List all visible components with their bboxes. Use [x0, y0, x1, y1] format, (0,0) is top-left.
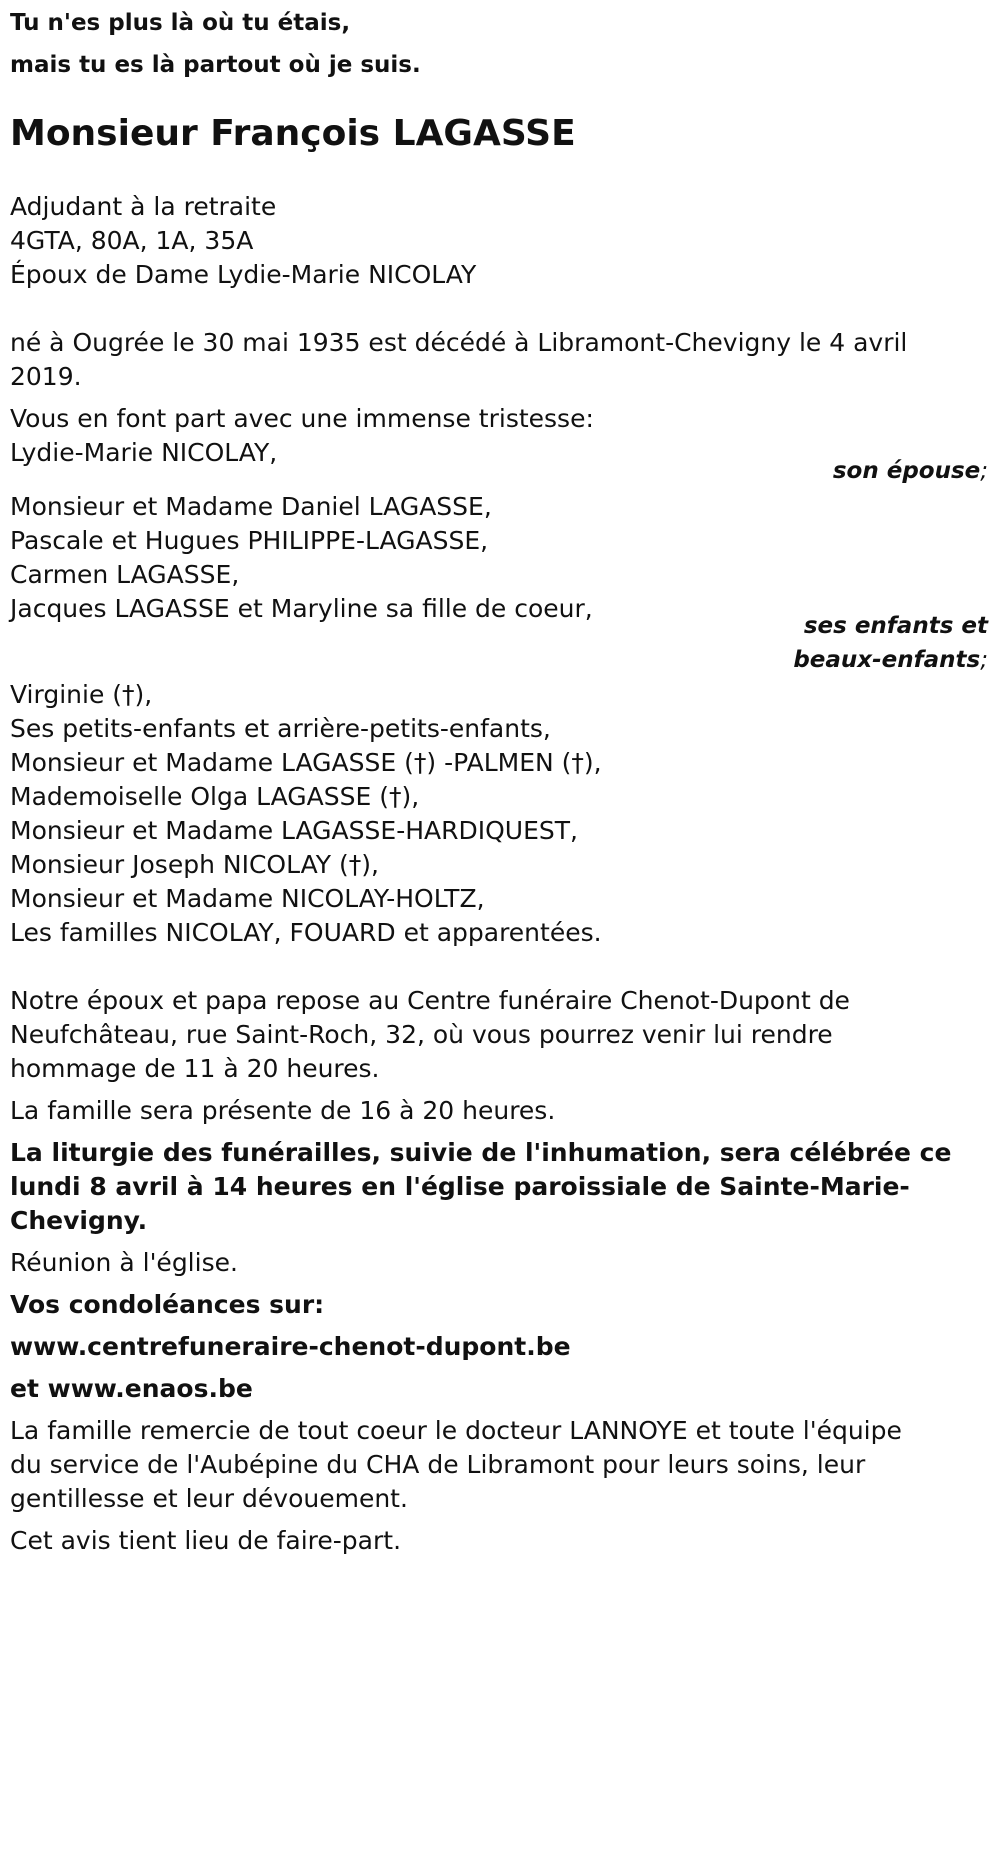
repose-line-3: hommage de 11 à 20 heures.	[10, 1054, 380, 1083]
children-label-line-2	[793, 643, 988, 677]
deceased-name: Monsieur François LAGASSE	[10, 113, 576, 154]
liturgy-line-2: lundi 8 avril à 14 heures en l'église paroissiale de Sainte-Marie-	[10, 1172, 910, 1201]
family-presence: La famille sera présente de 16 à 20 heures.	[10, 1096, 556, 1125]
child-line: Jacques LAGASSE et Maryline sa fille de coeur,	[10, 594, 593, 623]
spouse-label-text: son épouse	[832, 458, 981, 484]
liturgy-line-1: La liturgie des funérailles, suivie de l'inhumation, sera célébrée ce	[10, 1138, 952, 1167]
birth-death-line-1: né à Ougrée le 30 mai 1935 est décédé à Libramont-Chevigny le 4 avril	[10, 328, 908, 357]
condolences-site-link-2[interactable]: et www.enaos.be	[10, 1374, 253, 1403]
birth-death-line-2: 2019.	[10, 362, 82, 391]
meeting-place: Réunion à l'église.	[10, 1248, 238, 1277]
thanks-line-1: La famille remercie de tout coeur le docteur LANNOYE et toute l'équipe	[10, 1416, 902, 1445]
rank-title: Adjudant à la retraite	[10, 192, 277, 221]
children-label-text: beaux-enfants	[793, 647, 981, 673]
family-line: Monsieur et Madame LAGASSE (†) -PALMEN (†),	[10, 748, 602, 777]
thanks-line-3: gentillesse et leur dévouement.	[10, 1484, 408, 1513]
spouse-label-punct: ;	[980, 458, 988, 484]
thanks-line-2: du service de l'Aubépine du CHA de Libramont pour leurs soins, leur	[10, 1450, 866, 1479]
family-line: Mademoiselle Olga LAGASSE (†),	[10, 782, 420, 811]
closing-note: Cet avis tient lieu de faire-part.	[10, 1526, 402, 1555]
military-units: 4GTA, 80A, 1A, 35A	[10, 226, 254, 255]
quote-line-2: mais tu es là partout où je suis.	[10, 52, 421, 78]
family-line: Ses petits-enfants et arrière-petits-enfants,	[10, 714, 551, 743]
repose-line-2: Neufchâteau, rue Saint-Roch, 32, où vous pourrez venir lui rendre	[10, 1020, 833, 1049]
children-label-line-1: ses enfants et	[803, 613, 988, 639]
quote-line-1: Tu n'es plus là où tu étais,	[10, 10, 351, 36]
family-line: Les familles NICOLAY, FOUARD et apparentées.	[10, 918, 602, 947]
condolences-site-link[interactable]: www.centrefuneraire-chenot-dupont.be	[10, 1332, 571, 1361]
repose-line-1: Notre époux et papa repose au Centre funéraire Chenot-Dupont de	[10, 986, 850, 1015]
condolences-label: Vos condoléances sur:	[10, 1290, 325, 1319]
children-label-punct: ;	[980, 647, 988, 673]
announcement: Vous en font part avec une immense tristesse:	[10, 404, 594, 433]
child-line: Carmen LAGASSE,	[10, 560, 240, 589]
spouse-label	[833, 454, 988, 488]
spouse-line: Époux de Dame Lydie-Marie NICOLAY	[10, 260, 477, 289]
family-line: Monsieur et Madame NICOLAY-HOLTZ,	[10, 884, 485, 913]
child-line: Monsieur et Madame Daniel LAGASSE,	[10, 492, 492, 521]
child-line: Pascale et Hugues PHILIPPE-LAGASSE,	[10, 526, 489, 555]
liturgy-line-3: Chevigny.	[10, 1206, 148, 1235]
family-line: Virginie (†),	[10, 680, 153, 709]
spouse-name: Lydie-Marie NICOLAY,	[10, 438, 278, 467]
family-line: Monsieur et Madame LAGASSE-HARDIQUEST,	[10, 816, 578, 845]
family-line: Monsieur Joseph NICOLAY (†),	[10, 850, 379, 879]
